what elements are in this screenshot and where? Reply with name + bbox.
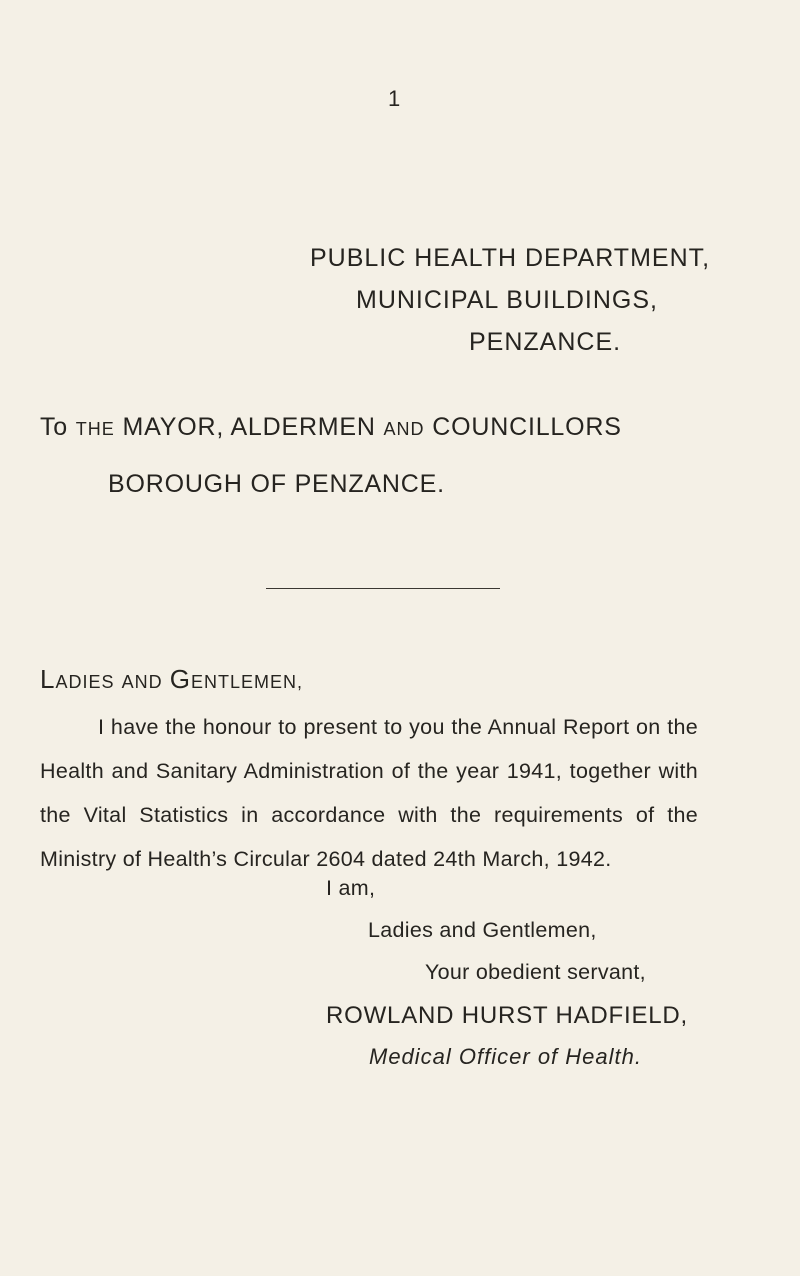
closing-i-am: I am, bbox=[326, 876, 376, 900]
salutation-and: AND bbox=[121, 672, 163, 692]
divider-rule bbox=[266, 588, 500, 589]
signatory-name: ROWLAND HURST HADFIELD, bbox=[326, 1002, 688, 1029]
recipient-councillors: COUNCILLORS bbox=[432, 413, 622, 441]
signatory-title: Medical Officer of Health. bbox=[369, 1044, 642, 1069]
salutation-entlemen: ENTLEMEN, bbox=[191, 672, 304, 692]
address-line-town: PENZANCE. bbox=[469, 328, 622, 356]
salutation-adies: ADIES bbox=[55, 672, 115, 692]
recipient-line-2: BOROUGH OF PENZANCE. bbox=[108, 470, 445, 498]
recipient-line-1 bbox=[40, 413, 622, 442]
salutation-initial-g: G bbox=[169, 664, 191, 694]
recipient-the: THE bbox=[75, 419, 115, 439]
recipient-and: AND bbox=[383, 419, 425, 439]
body-paragraph: I have the honour to present to you the Annual Report on the Health and Sanitary Administration of the year 1941, together with the Vital Statistics in accordance with the requirements of the Ministry of Health’s Circular 2604 dated 24th March, 1942. bbox=[40, 715, 698, 871]
salutation bbox=[40, 664, 303, 695]
address-line-buildings: MUNICIPAL BUILDINGS, bbox=[356, 286, 658, 314]
closing-obedient-servant: Your obedient servant, bbox=[425, 960, 646, 984]
address-line-department: PUBLIC HEALTH DEPARTMENT, bbox=[310, 244, 711, 272]
recipient-to: To bbox=[40, 413, 69, 441]
closing-salutation: Ladies and Gentlemen, bbox=[368, 918, 597, 942]
recipient-mayor-aldermen: MAYOR, ALDERMEN bbox=[122, 413, 376, 441]
page-number: 1 bbox=[388, 86, 401, 111]
salutation-initial-l: L bbox=[40, 664, 56, 694]
